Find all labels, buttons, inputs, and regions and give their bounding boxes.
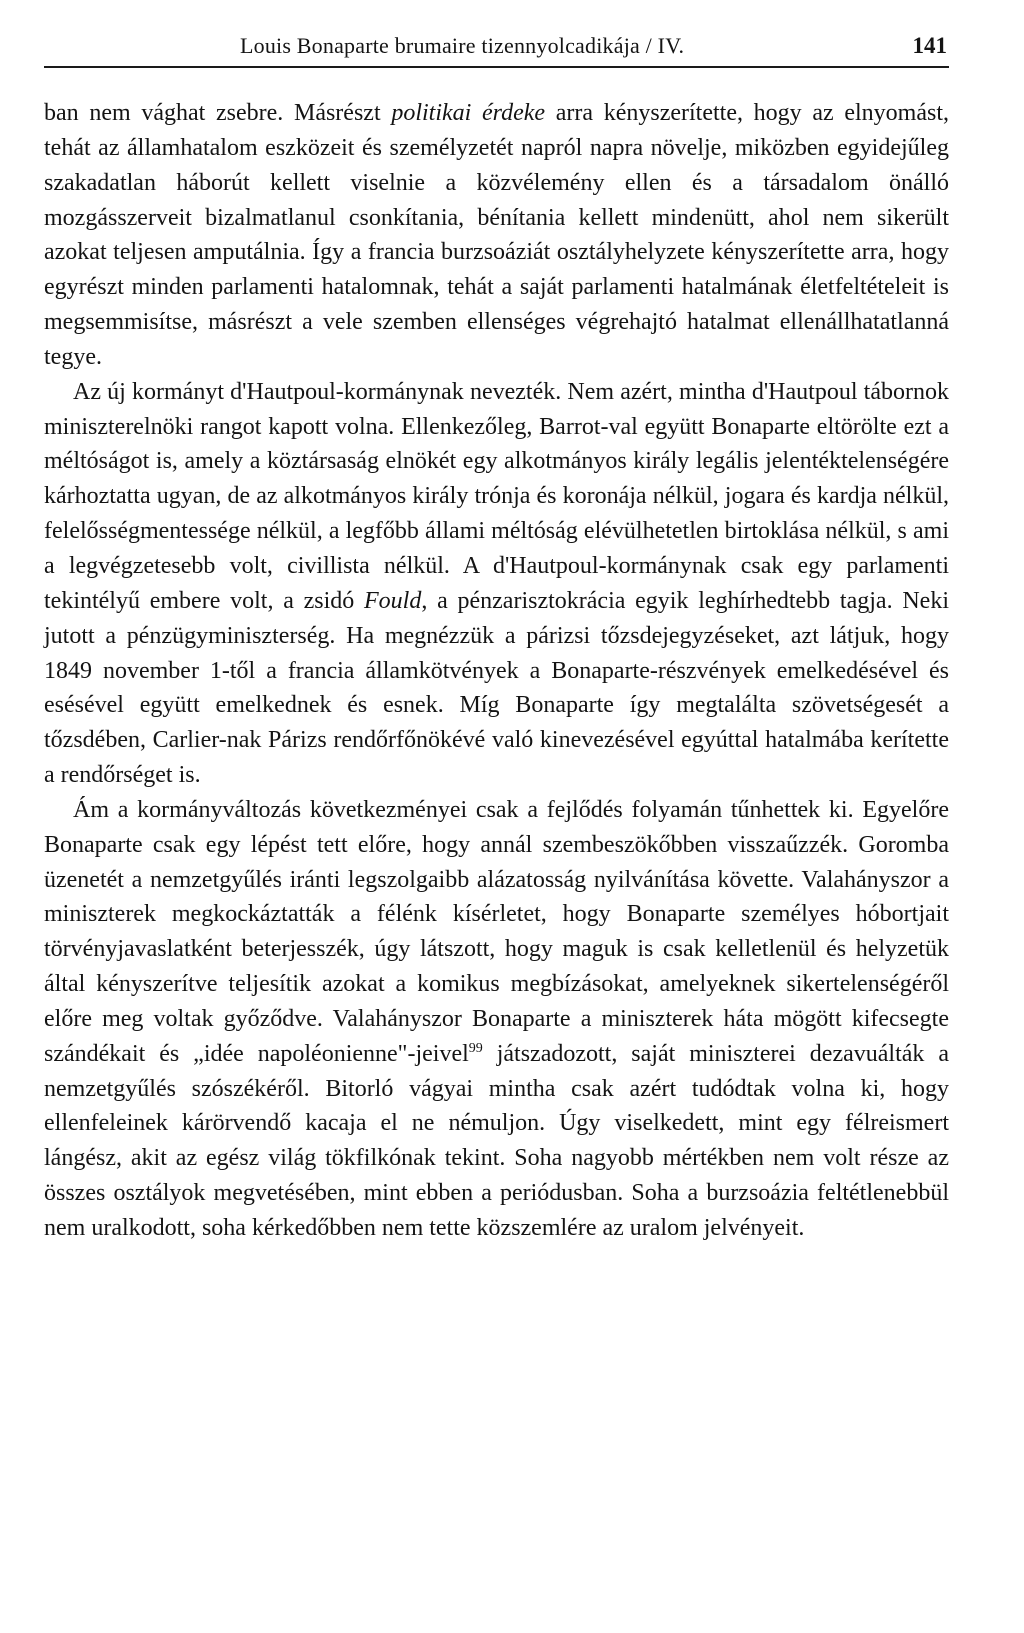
paragraph-text: játszadozott, saját miniszterei dezavuálták a nemzetgyűlés szószékéről. Bitorló vágyai mintha csak azért tudódtak volna ki, hogy ellenfeleinek kárörvendő kacaja el ne némuljon. Úgy viselkedett, mint egy félreismert lángész, akit az egész világ tökfilkónak tekint. Soha nagyobb mértékben nem volt része az összes osztályok megvetésében, mint ebben a periódusban. Soha a burzsoázia feltétlenebbül nem uralkodott, soha kérkedőbben nem tette közszemlére az uralom jelvényeit. bbox=[44, 1040, 949, 1241]
italic-name: Fould bbox=[364, 587, 422, 614]
body-text bbox=[44, 96, 949, 1246]
italic-term: politikai érdeke bbox=[391, 100, 546, 126]
footnote-marker: 99 bbox=[468, 1040, 483, 1056]
paragraph-text: Az új kormányt d'Hautpoul-kormánynak nevezték. Nem azért, mintha d'Hautpoul tábornok miniszterelnöki rangot kapott volna. Ellenkezőleg, Barrot-val együtt Bonaparte eltörölte ezt a méltóságot is, amely a köztársaság elnökét egy alkotmányos király legális jelentéktelenségére kárhoztatta ugyan, de az alkotmányos király trónja és koronája nélkül, jogara és kardja nélkül, felelősségmentessége nélkül, a legfőbb állami méltóság elévülhetetlen birtoklása nélkül, s ami a legvégzetesebb volt, civillista nélkül. A d'Hautpoul-kormánynak csak egy parlamenti tekintélyű embere volt, a zsidó bbox=[44, 378, 949, 614]
paragraph-3 bbox=[44, 793, 949, 1246]
paragraph-text: ban nem vághat zsebre. Másrészt bbox=[44, 100, 392, 126]
paragraph-1 bbox=[44, 96, 949, 375]
paragraph-text: Ám a kormányváltozás következményei csak a fejlődés folyamán tűnhettek ki. Egyelőre Bonaparte csak egy lépést tett előre, hogy annál szembeszökőbben visszaűzzék. Goromba üzenetét a nemzetgyűlés iránti legszolgaibb alázatosság nyilvánítása követte. Valahányszor a miniszterek megkockáztatták a félénk kísérletet, hogy Bonaparte személyes hóbortjait törvényjavaslatként beterjesszék, úgy látszott, hogy maguk is csak kelletlenül és helyzetük által kényszerítve teljesítik azokat a komikus megbízásokat, amelyeknek sikertelenségéről előre meg voltak győződve. Valahányszor Bonaparte a miniszterek háta mögött kifecsegte szándékait és „idée napoléonienne"-jeivel bbox=[44, 796, 949, 1067]
running-title: Louis Bonaparte brumaire tizennyolcadikája / IV. bbox=[240, 33, 685, 58]
paragraph-text: arra kényszerítette, hogy az elnyomást, tehát az államhatalom eszközeit és személyzetét napról napra növelje, miközben egyidejűleg szakadatlan háborút kellett viselnie a közvélemény ellen és a társadalom önálló mozgásszerveit bizalmatlanul csonkítania, bénítania kellett mindenütt, ahol nem sikerült azokat teljesen amputálnia. Így a francia burzsoáziát osztályhelyzete kényszerítette arra, hogy egyrészt minden parlamenti hatalomnak, tehát a saját parlamenti hatalmának életfeltételeit is megsemmisítse, másrészt a vele szemben ellenséges végrehajtó hatalmat ellenállhatatlanná tegye. bbox=[44, 100, 950, 370]
paragraph-2 bbox=[44, 375, 949, 793]
paragraph-text: , a pénzarisztokrácia egyik leghírhedtebb tagja. Neki jutott a pénzügyminiszterség. Ha megnézzük a párizsi tőzsdejegyzéseket, azt látjuk, hogy 1849 november 1-től a francia államkötvények a Bonaparte-részvények emelkedésével és esésével együtt emelkednek és esnek. Míg Bonaparte így megtalálta szövetségesét a tőzsdében, Carlier-nak Párizs rendőrfőnökévé való kinevezésével egyúttal hatalmába kerítette a rendőrséget is. bbox=[44, 587, 949, 789]
page-header bbox=[44, 32, 949, 68]
page-number: 141 bbox=[912, 33, 947, 58]
